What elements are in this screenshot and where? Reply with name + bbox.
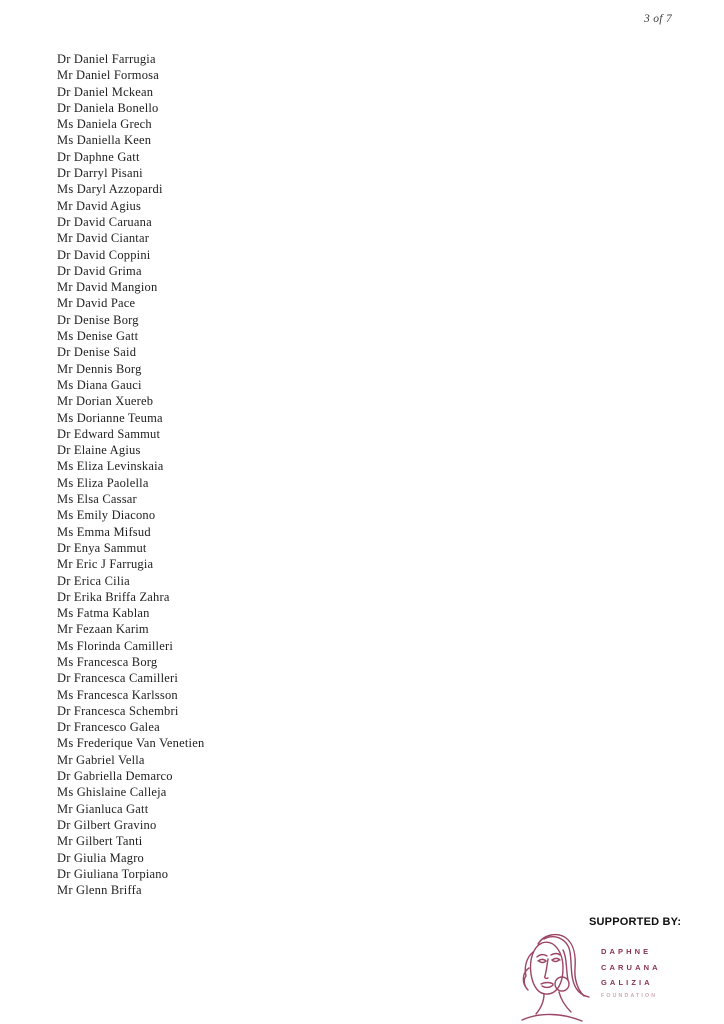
list-item: Mr Glenn Briffa (57, 883, 142, 898)
list-item: Dr Gilbert Gravino (57, 817, 157, 832)
list-item: Mr Dorian Xuereb (57, 394, 154, 409)
list-item: Mr Gabriel Vella (57, 752, 145, 767)
list-item: Mr Gianluca Gatt (57, 801, 149, 816)
list-item: Ms Francesca Borg (57, 654, 158, 669)
list-item: Ms Elsa Cassar (57, 492, 137, 507)
list-item: Ms Daryl Azzopardi (57, 182, 163, 197)
list-item: Ms Diana Gauci (57, 377, 142, 392)
list-item: Ms Fatma Kablan (57, 606, 150, 621)
logo-line-caruana: CARUANA (601, 962, 661, 972)
list-item: Ms Daniella Keen (57, 133, 152, 148)
list-item: Mr Dennis Borg (57, 361, 142, 376)
list-item: Mr David Agius (57, 198, 142, 213)
list-item: Ms Emma Mifsud (57, 524, 151, 539)
list-item: Ms Frederique Van Venetien (57, 736, 205, 751)
list-item: Dr Daniel Mckean (57, 84, 154, 99)
list-item: Dr David Caruana (57, 214, 152, 229)
supported-by-label: SUPPORTED BY: (589, 916, 682, 928)
list-item: Ms Denise Gatt (57, 329, 139, 344)
list-item: Dr Gabriella Demarco (57, 769, 173, 784)
list-item: Dr Giuliana Torpiano (57, 866, 169, 881)
list-item: Ms Eliza Levinskaia (57, 459, 164, 474)
list-item: Mr Daniel Formosa (57, 68, 159, 83)
list-item: Ms Ghislaine Calleja (57, 785, 167, 800)
list-item: Ms Florinda Camilleri (57, 638, 173, 653)
list-item: Dr Daniel Farrugia (57, 52, 156, 66)
list-item: Dr Giulia Magro (57, 850, 145, 865)
list-item: Ms Eliza Paolella (57, 475, 149, 490)
foundation-logo-text (601, 944, 661, 1001)
list-item: Mr Fezaan Karim (57, 622, 149, 637)
list-item: Dr Enya Sammut (57, 540, 147, 555)
attendee-name-list (57, 51, 204, 898)
face-sketch-icon (514, 930, 604, 1024)
list-item: Dr Daphne Gatt (57, 149, 140, 164)
logo-line-foundation: FOUNDATION (601, 992, 658, 999)
list-item: Ms Daniela Grech (57, 117, 152, 132)
list-item: Ms Dorianne Teuma (57, 410, 163, 425)
list-item: Dr Denise Said (57, 345, 137, 360)
list-item: Dr Erika Briffa Zahra (57, 589, 170, 604)
list-item: Mr David Ciantar (57, 231, 150, 246)
list-item: Mr David Mangion (57, 280, 158, 295)
list-item: Dr David Grima (57, 263, 142, 278)
list-item: Dr Francesca Schembri (57, 703, 179, 718)
page-number: 3 of 7 (644, 13, 672, 25)
logo-line-galizia: GALIZIA (601, 978, 653, 988)
list-item: Dr Erica Cilia (57, 573, 130, 588)
list-item: Mr David Pace (57, 296, 136, 311)
list-item: Mr Gilbert Tanti (57, 834, 143, 849)
list-item: Dr David Coppini (57, 247, 151, 262)
list-item: Dr Denise Borg (57, 312, 139, 327)
list-item: Ms Emily Diacono (57, 508, 156, 523)
list-item: Mr Eric J Farrugia (57, 557, 154, 572)
list-item: Dr Francesca Camilleri (57, 671, 179, 686)
list-item: Dr Darryl Pisani (57, 166, 143, 181)
list-item: Dr Daniela Bonello (57, 100, 159, 115)
list-item: Ms Francesca Karlsson (57, 687, 178, 702)
list-item: Dr Francesco Galea (57, 720, 160, 735)
list-item: Dr Edward Sammut (57, 426, 161, 441)
list-item: Dr Elaine Agius (57, 443, 141, 458)
logo-line-daphne: DAPHNE (601, 947, 652, 956)
